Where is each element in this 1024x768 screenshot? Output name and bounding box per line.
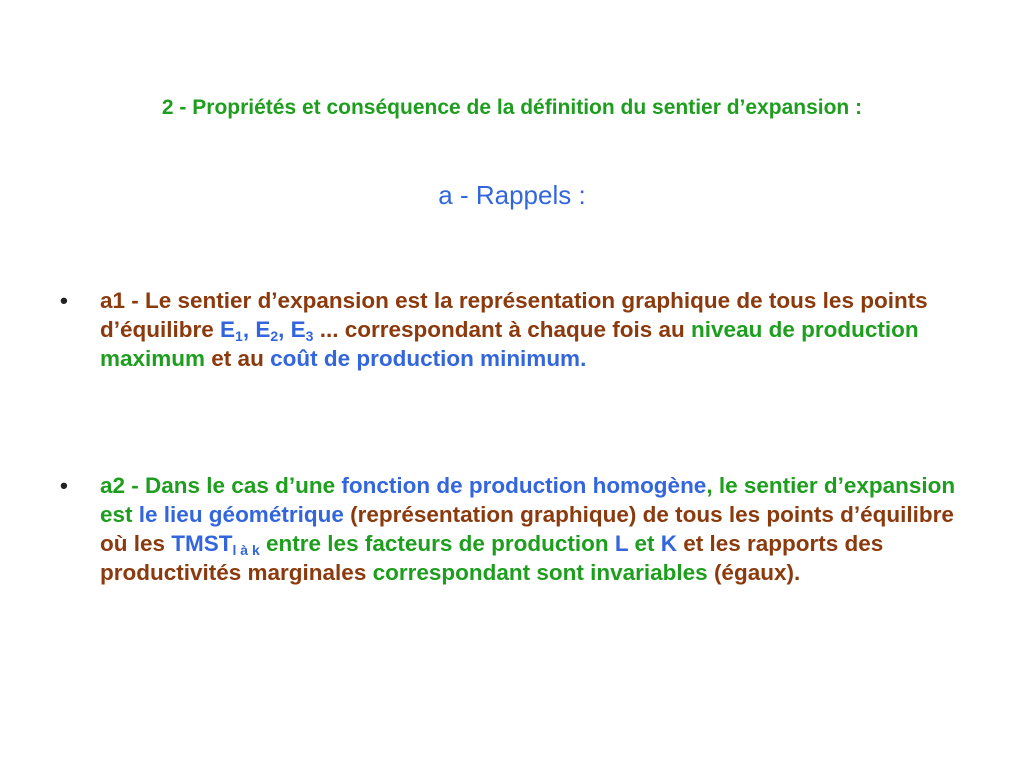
a1-ellipsis: ... [313, 317, 339, 342]
a2-text-equal: (égaux). [707, 560, 801, 585]
a2-tmst-label: TMST [171, 531, 233, 556]
a1-e3-label: , E [278, 317, 306, 342]
a1-max-production: niveau de production maximum [100, 317, 919, 371]
a1-text-corresponding: correspondant à chaque fois au [338, 317, 692, 342]
a1-e1-sub: 1 [235, 328, 243, 344]
bullet-a2-text [100, 471, 960, 587]
a1-e-label: E [220, 317, 236, 342]
a2-tmst-sub: l à k [232, 542, 260, 558]
a2-geometric-locus: le lieu géométrique [138, 502, 344, 527]
bullet-a2 [60, 471, 960, 587]
a2-text-intro: a2 - Dans le cas d’une [100, 473, 342, 498]
a1-e3-sub: 3 [305, 328, 314, 344]
a2-tmst [171, 531, 260, 556]
a2-text-factors: entre les facteurs de production [259, 531, 615, 556]
a2-homogeneous-function: fonction de production homogène [341, 473, 707, 498]
a2-text-invariable: correspondant sont invariables [366, 560, 708, 585]
a2-text-representation: (représentation graphique) de tous les points d’équilibre où les [100, 502, 954, 556]
a1-min-cost: coût de production minimum. [270, 346, 587, 371]
a1-text-intro: a1 - Le sentier d’expansion est la représentation graphique de tous les points d’équilibre [100, 288, 928, 342]
a1-equilibrium-points [220, 317, 313, 342]
a2-factor-l: L [614, 531, 629, 556]
a1-e2-sub: 2 [270, 328, 279, 344]
slide-heading: 2 - Propriétés et conséquence de la définition du sentier d’expansion : [161, 96, 863, 119]
a2-text-and: et [628, 531, 661, 556]
a1-text-and: et au [205, 346, 271, 371]
a2-factor-k: K [660, 531, 677, 556]
bullet-marker: • [60, 288, 68, 313]
bullet-marker: • [60, 473, 68, 498]
a1-e2-label: , E [242, 317, 271, 342]
a2-marginal-productivities: et les rapports des productivités marginales [100, 531, 884, 585]
bullet-a1-text [100, 286, 960, 373]
a2-text-path: , le sentier d’expansion est [100, 473, 956, 527]
bullet-a1 [60, 286, 960, 373]
slide-subheading: a - Rappels : [438, 180, 586, 210]
